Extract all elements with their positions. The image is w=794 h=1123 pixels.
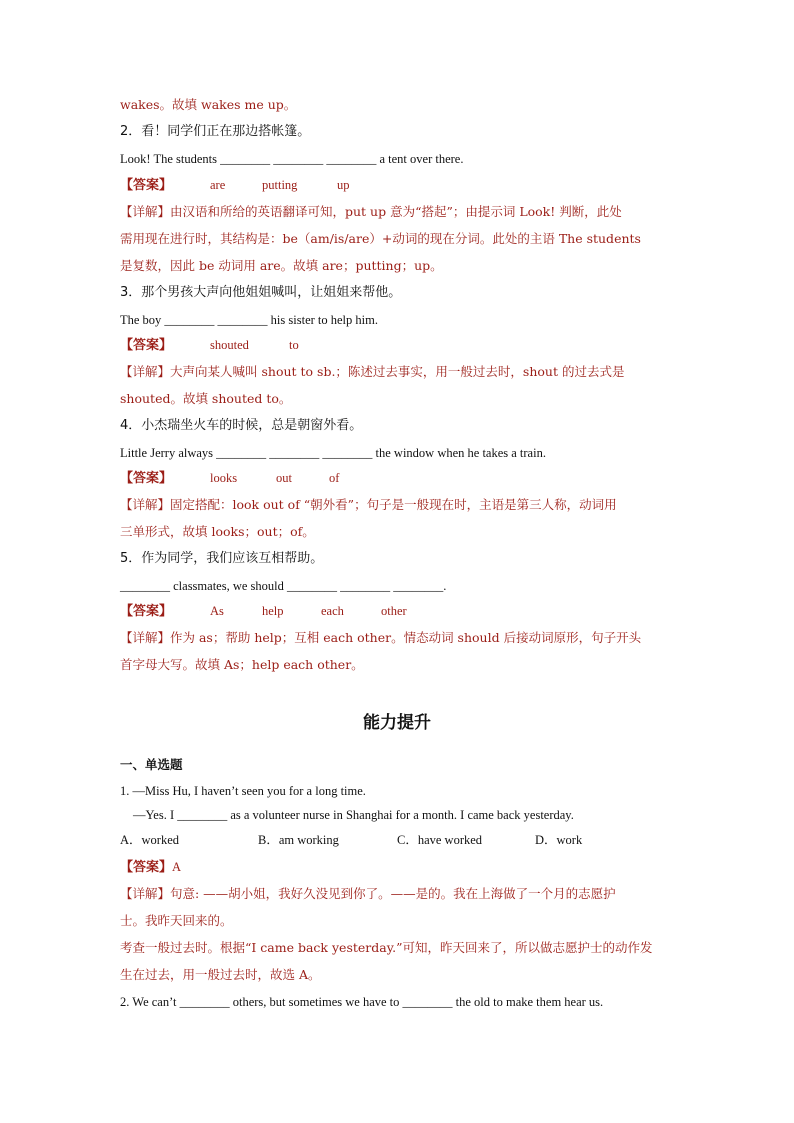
question-5-detail: 首字母大写。故填 As；help each other。 xyxy=(120,657,364,672)
option-c: C．have worked xyxy=(397,833,483,847)
mc-question-1-detail: 生在过去，用一般过去时，故选 A。 xyxy=(120,967,321,982)
option-d: D．work xyxy=(535,833,583,847)
mc-question-1-options xyxy=(120,831,680,849)
question-2-answer xyxy=(120,176,520,194)
question-4-prompt: 4．小杰瑞坐火车的时候，总是朝窗外看。 xyxy=(120,418,363,433)
question-2-detail: 【详解】由汉语和所给的英语翻译可知，put up 意为“搭起”；由提示词 Look! 判断，此处 xyxy=(120,204,622,219)
mc-question-1-line: 1. —Miss Hu, I haven’t seen you for a long time. xyxy=(120,784,366,798)
question-4-detail: 三单形式，故填 looks；out；of。 xyxy=(120,524,315,539)
answer-word: up xyxy=(337,178,350,192)
question-3-answer xyxy=(120,336,520,354)
question-2-detail: 是复数，因此 be 动词用 are。故填 are；putting；up。 xyxy=(120,258,443,273)
mc-question-1-answer xyxy=(120,858,181,877)
option-a: A．worked xyxy=(120,833,180,847)
answer-choice: A xyxy=(172,860,182,874)
mc-question-2-line: 2. We can’t ________ others, but sometimes we have to ________ the old to make them hear us. xyxy=(120,995,604,1009)
subsection-title: 一、单选题 xyxy=(120,757,183,772)
question-5-sentence: ________ classmates, we should ________ ________ ________. xyxy=(120,579,447,593)
answer-label: 【答案】 xyxy=(120,860,173,875)
question-3-detail: shouted。故填 shouted to。 xyxy=(120,391,292,406)
question-4-answer xyxy=(120,469,520,487)
prev-answer-tail: wakes。故填 wakes me up。 xyxy=(120,97,297,112)
question-3-detail: 【详解】大声向某人喊叫 shout to sb.；陈述过去事实，用一般过去时，shout 的过去式是 xyxy=(120,364,625,379)
question-2-prompt: 2．看！同学们正在那边搭帐篷。 xyxy=(120,124,311,139)
answer-word: other xyxy=(381,604,407,618)
answer-word: out xyxy=(276,471,292,485)
answer-label: 【答案】 xyxy=(120,471,173,486)
mc-question-1-detail: 士。我昨天回来的。 xyxy=(120,913,233,928)
mc-question-1-line: —Yes. I ________ as a volunteer nurse in Shanghai for a month. I came back yesterday. xyxy=(133,808,574,822)
answer-word: putting xyxy=(262,178,298,192)
mc-question-1-detail: 考查一般过去时。根据“I came back yesterday.”可知，昨天回来了，所以做志愿护士的动作发 xyxy=(120,940,653,955)
question-4-sentence: Little Jerry always ________ ________ ________ the window when he takes a train. xyxy=(120,446,546,460)
answer-word: each xyxy=(321,604,344,618)
answer-word: shouted xyxy=(210,338,249,352)
answer-word: As xyxy=(210,604,224,618)
answer-label: 【答案】 xyxy=(120,178,173,193)
question-4-detail: 【详解】固定搭配：look out of “朝外看”；句子是一般现在时，主语是第三人称，动词用 xyxy=(120,497,617,512)
question-2-sentence: Look! The students ________ ________ ________ a tent over there. xyxy=(120,152,464,166)
section-title: 能力提升 xyxy=(363,713,431,733)
mc-question-1-detail: 【详解】句意: ——胡小姐，我好久没见到你了。——是的。我在上海做了一个月的志愿护 xyxy=(120,886,616,901)
question-5-prompt: 5．作为同学，我们应该互相帮助。 xyxy=(120,551,324,566)
answer-label: 【答案】 xyxy=(120,338,173,353)
question-5-detail: 【详解】作为 as；帮助 help；互相 each other。情态动词 should 后接动词原形，句子开头 xyxy=(120,630,642,645)
answer-word: help xyxy=(262,604,284,618)
answer-word: to xyxy=(289,338,299,352)
question-3-prompt: 3．那个男孩大声向他姐姐喊叫，让姐姐来帮他。 xyxy=(120,285,402,300)
answer-word: are xyxy=(210,178,226,192)
answer-label: 【答案】 xyxy=(120,604,173,619)
question-3-sentence: The boy ________ ________ his sister to help him. xyxy=(120,313,378,327)
question-5-answer xyxy=(120,602,520,620)
answer-word: looks xyxy=(210,471,238,485)
answer-word: of xyxy=(329,471,340,485)
question-2-detail: 需用现在进行时，其结构是：be（am/is/are）+动词的现在分词。此处的主语 The students xyxy=(120,231,641,246)
option-b: B．am working xyxy=(258,833,339,847)
